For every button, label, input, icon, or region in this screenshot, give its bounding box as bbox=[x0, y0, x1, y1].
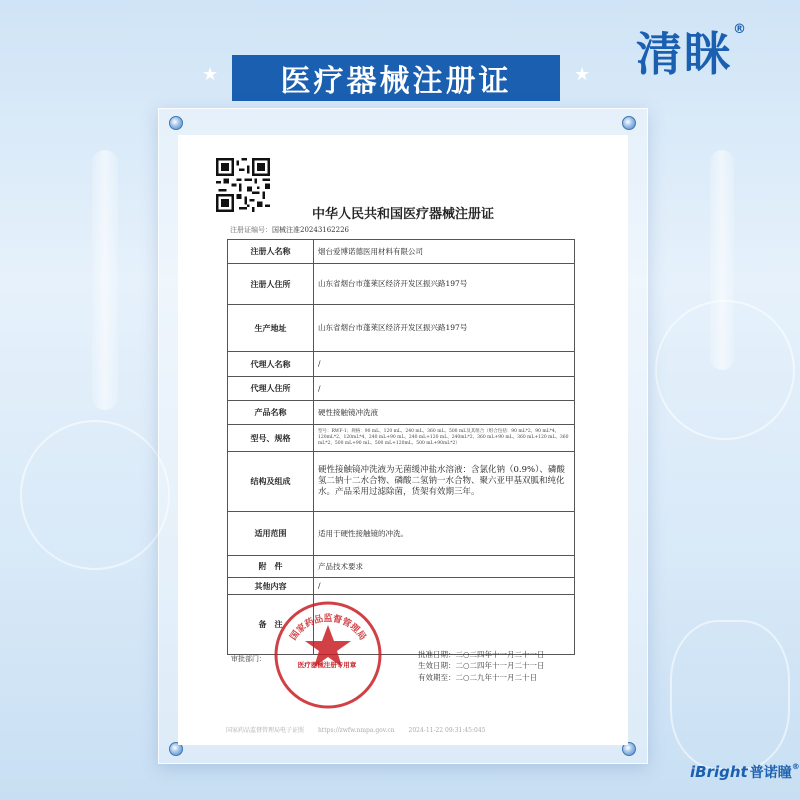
table-row bbox=[228, 578, 575, 595]
field-value: 型号：RWF-1；规格：90 mL、120 mL、240 mL、360 mL、500 mL及其组合（组合包括：90 mL*2、90 mL*4、120mL*2、120mL*4、240 mL+90 mL、240 mL+120 mL、240mL*2、360 mL+90 mL、360 mL+120 mL、360 mL*2、500 mL+90 mL、500 mL+120mL、500 mL+90mL*2） bbox=[314, 425, 575, 452]
background-flask bbox=[20, 420, 170, 570]
table-row bbox=[228, 264, 575, 305]
field-label: 产品名称 bbox=[228, 401, 314, 425]
registration-number bbox=[230, 225, 349, 235]
field-value: 山东省烟台市蓬莱区经济开发区振兴路197号 bbox=[314, 264, 575, 305]
screw-icon bbox=[169, 116, 183, 130]
field-label: 生产地址 bbox=[228, 305, 314, 352]
field-label: 适用范围 bbox=[228, 512, 314, 556]
registration-number-label: 注册证编号： bbox=[230, 226, 272, 234]
footer-issuer: 国家药品监督管理局电子证照 bbox=[226, 727, 305, 734]
brand-logo bbox=[636, 18, 748, 84]
field-value: 烟台爱博诺德医用材料有限公司 bbox=[314, 240, 575, 264]
approval-date-row bbox=[418, 649, 545, 660]
footer-timestamp: 2024-11-22 09:31:45:045 bbox=[408, 727, 486, 734]
footer-url: https://zwfw.nmpa.gov.cn bbox=[317, 727, 395, 734]
field-value: 硬性接触镜冲洗液为无菌缓冲盐水溶液：含氯化钠（0.9%）、磷酸氢二钠十二水合物、磷酸二氢钠一水合物、聚六亚甲基双胍和纯化水。产品采用过滤除菌，货架有效期三年。 bbox=[314, 452, 575, 512]
field-label: 结构及组成 bbox=[228, 452, 314, 512]
date-value: 二○二四年十一月二十一日 bbox=[455, 661, 545, 671]
field-value: 山东省烟台市蓬莱区经济开发区振兴路197号 bbox=[314, 305, 575, 352]
star-icon: ★ bbox=[202, 64, 219, 85]
date-label: 有效期至： bbox=[418, 672, 456, 682]
brand-name: 清眯 bbox=[636, 27, 732, 81]
field-label: 代理人名称 bbox=[228, 352, 314, 377]
certificate-table bbox=[227, 239, 575, 655]
registration-number-value: 国械注准20243162226 bbox=[272, 226, 349, 234]
approval-department: 审批部门： bbox=[231, 655, 266, 663]
field-label: 其他内容 bbox=[228, 578, 314, 595]
field-value: / bbox=[314, 578, 575, 595]
date-value: 二○二九年十一月二十日 bbox=[455, 672, 538, 682]
expiry-date-row bbox=[418, 672, 545, 683]
table-row bbox=[228, 512, 575, 556]
date-block bbox=[418, 649, 545, 683]
registered-mark: ® bbox=[733, 22, 748, 37]
table-row bbox=[228, 352, 575, 377]
document-footer bbox=[226, 725, 497, 734]
certificate-document bbox=[178, 135, 628, 745]
table-row bbox=[228, 425, 575, 452]
official-seal-icon bbox=[268, 595, 388, 715]
background-bottle bbox=[670, 620, 790, 770]
table-row bbox=[228, 452, 575, 512]
field-value: 适用于硬性接触镜的冲洗。 bbox=[314, 512, 575, 556]
ibright-en-name: iBright bbox=[690, 763, 748, 781]
date-value: 二○二四年十一月二十一日 bbox=[455, 650, 545, 659]
table-row bbox=[228, 305, 575, 352]
field-label: 代理人住所 bbox=[228, 377, 314, 401]
ibright-logo bbox=[690, 762, 800, 782]
table-row bbox=[228, 240, 575, 264]
star-icon: ★ bbox=[574, 64, 591, 85]
table-row bbox=[228, 556, 575, 578]
field-label: 附 件 bbox=[228, 556, 314, 578]
seal-inner-text: 医疗器械注册专用章 bbox=[297, 661, 357, 669]
field-label: 注册人住所 bbox=[228, 264, 314, 305]
field-label: 型号、规格 bbox=[228, 425, 314, 452]
field-label: 注册人名称 bbox=[228, 240, 314, 264]
field-value: 产品技术要求 bbox=[314, 556, 575, 578]
date-label: 生效日期： bbox=[418, 661, 456, 671]
screw-icon bbox=[622, 116, 636, 130]
field-value: / bbox=[314, 377, 575, 401]
field-label: 备 注 bbox=[228, 595, 314, 655]
table-row bbox=[228, 377, 575, 401]
background-tube bbox=[710, 150, 734, 370]
table-row bbox=[228, 401, 575, 425]
effective-date-row bbox=[418, 660, 545, 671]
background-tube bbox=[92, 150, 118, 410]
certificate-title: 中华人民共和国医疗器械注册证 bbox=[311, 207, 494, 222]
banner-title: 医疗器械注册证 bbox=[280, 64, 512, 99]
date-label: 批准日期： bbox=[418, 650, 456, 659]
registered-mark: ® bbox=[791, 762, 800, 771]
field-value: 硬性接触镜冲洗液 bbox=[314, 401, 575, 425]
field-value: / bbox=[314, 352, 575, 377]
ibright-cn-name: 普诺瞳 bbox=[749, 765, 792, 781]
seal-outer-text: 国家药品监督管理局 bbox=[288, 614, 368, 643]
page-banner bbox=[232, 55, 560, 101]
